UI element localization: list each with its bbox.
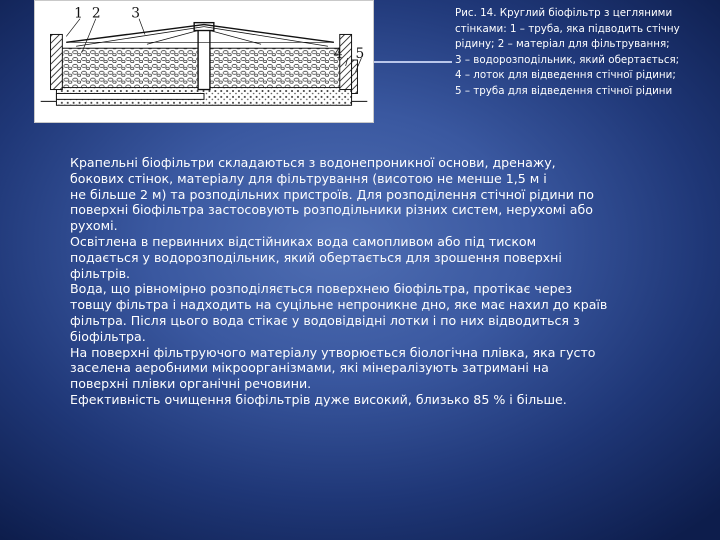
body-line: товщу фільтра і надходить на суцільне непроникне дно, яке має нахил до країв [70, 297, 608, 313]
figure-label-2: 2 [91, 5, 101, 22]
body-line: На поверхні фільтруючого матеріалу утворюється біологічна плівка, яка густо [70, 344, 596, 360]
body-line: бокових стінок, матеріалу для фільтрування (висотою не менше 1,5 м і [70, 170, 547, 186]
figure-label-4: 4 [333, 46, 343, 63]
body-line: Ефективність очищення біофільтрів дуже високий, близько 85 % і більше. [70, 391, 567, 407]
caption-line: рідину; 2 – матеріал для фільтрування; [455, 38, 670, 51]
caption-line: 5 – труба для відведення стічної рідини [455, 84, 673, 97]
figure-label-3: 3 [131, 5, 140, 22]
body-line: фільтрів. [70, 265, 130, 281]
body-line: Крапельні біофільтри складаються з водонепроникної основи, дренажу, [70, 155, 556, 170]
caption-connector-line [374, 61, 452, 63]
caption-line: 4 – лоток для відведення стічної рідини; [455, 69, 676, 82]
body-line: заселена аеробними мікроорганізмами, які мінералізують затримані на [70, 360, 549, 376]
figure-caption [455, 6, 717, 100]
biofilter-diagram [34, 0, 374, 123]
caption-line: стінками: 1 – труба, яка підводить стічну [455, 22, 680, 35]
caption-line: 3 – водорозподільник, який обертається; [455, 53, 680, 66]
body-line: не більше 2 м) та розподільних пристроїв. Для розподілення стічної рідини по [70, 186, 594, 202]
body-line: фільтра. Після цього вода стікає у водовідвідні лотки і по них відводиться з [70, 312, 580, 328]
body-line: поверхні плівки органічні речовини. [70, 376, 312, 392]
caption-line: Рис. 14. Круглий біофільтр з цегляними [455, 7, 673, 19]
body-line: Вода, що рівномірно розподіляється поверхнею біофільтра, протікає через [70, 281, 573, 297]
figure-label-5: 5 [355, 46, 365, 63]
body-line: Освітлена в первинних відстійниках вода самопливом або під тиском [70, 233, 537, 249]
body-text [70, 155, 710, 408]
biofilter-drawing [35, 1, 373, 122]
body-line: біофільтра. [70, 328, 146, 344]
figure-label-1: 1 [74, 5, 83, 22]
body-line: рухомі. [70, 218, 118, 234]
body-line: подається у водорозподільник, який обертається для зрошення поверхні [70, 249, 562, 265]
body-line: поверхні біофільтра застосовують розподільники різних систем, нерухомі або [70, 202, 593, 218]
